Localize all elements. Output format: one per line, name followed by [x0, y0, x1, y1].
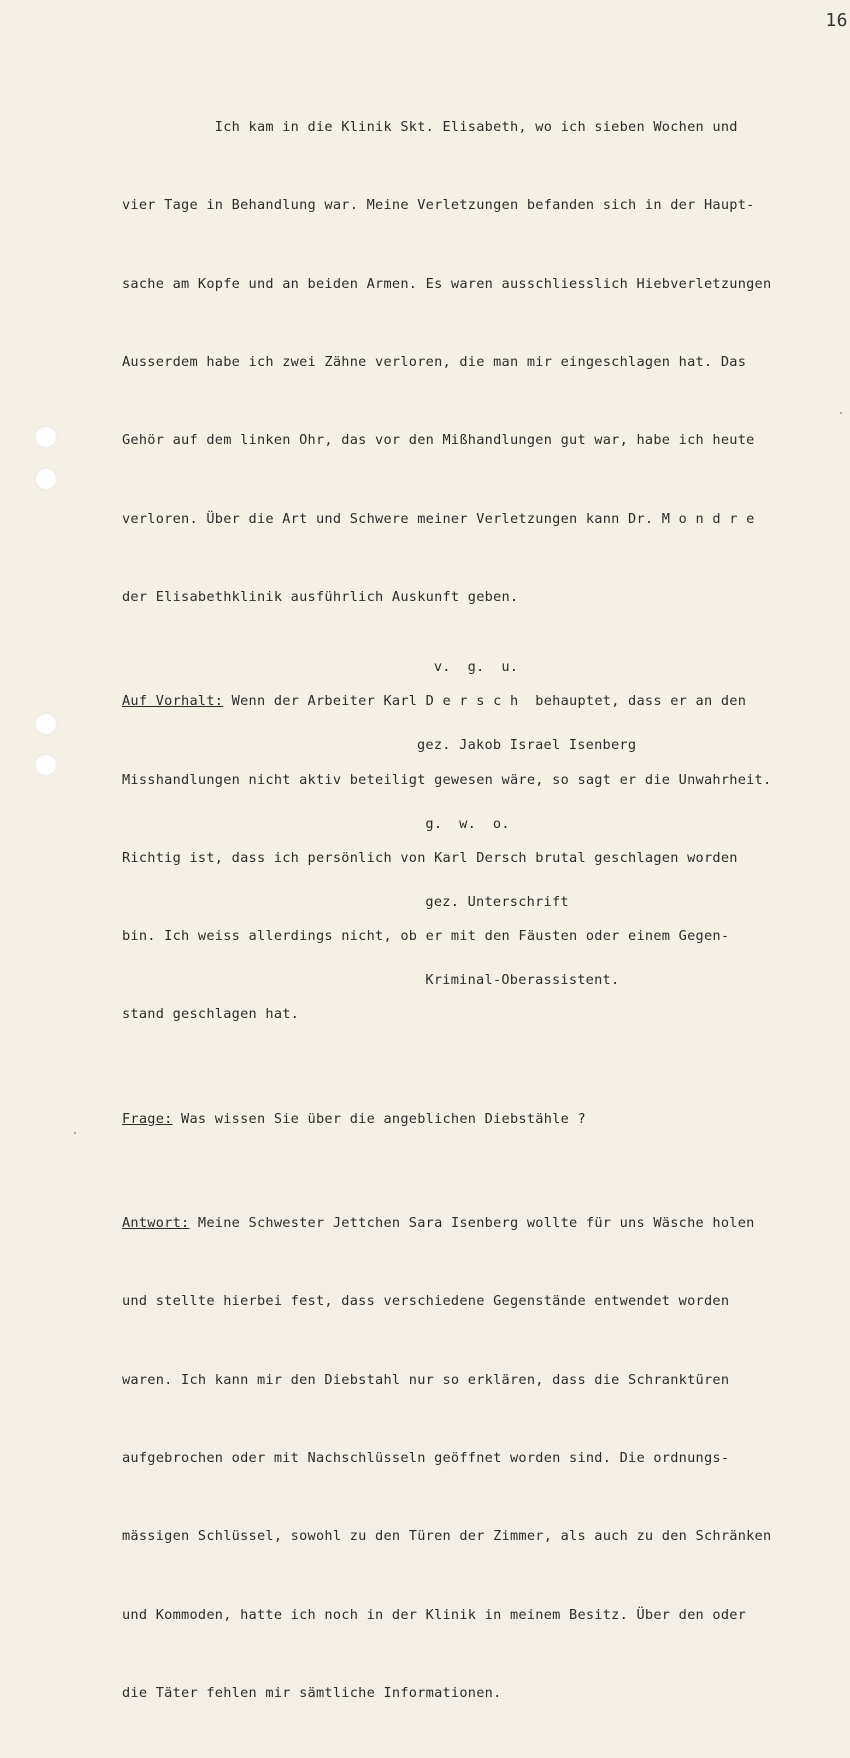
- signature-vgu: v. g. u.: [417, 659, 519, 676]
- text-line: aufgebrochen oder mit Nachschlüsseln geöffnet worden sind. Die ordnungs-: [122, 1449, 730, 1466]
- text-line: mässigen Schlüssel, sowohl zu den Türen der Zimmer, als auch zu den Schränken: [122, 1528, 772, 1545]
- frage-line: [122, 1106, 850, 1132]
- signature-title: Kriminal-Oberassistent.: [417, 972, 620, 989]
- text-line: verloren. Über die Art und Schwere meiner Verletzungen kann Dr. M o n d r e: [122, 510, 755, 527]
- punch-hole: [35, 468, 57, 490]
- text-line: der Elisabethklinik ausführlich Auskunft geben.: [122, 588, 519, 605]
- vorhalt-label: Auf Vorhalt:: [122, 693, 224, 710]
- text-line: Ich kam in die Klinik Skt. Elisabeth, wo ich sieben Wochen und: [122, 119, 738, 136]
- frage-label: Frage:: [122, 1110, 173, 1127]
- page-number: 16: [825, 10, 848, 31]
- paper-speck: [74, 1132, 76, 1134]
- punch-hole: [35, 754, 57, 776]
- signature-gwo: g. w. o.: [417, 815, 510, 832]
- text-line: stand geschlagen hat.: [122, 1006, 300, 1023]
- antwort-label: Antwort:: [122, 1215, 190, 1232]
- text-line: sache am Kopfe und an beiden Armen. Es waren ausschliesslich Hiebverletzungen: [122, 275, 772, 292]
- text-line: bin. Ich weiss allerdings nicht, ob er mit den Fäusten oder einem Gegen-: [122, 928, 730, 945]
- punch-hole: [35, 713, 57, 735]
- text-line: die Täter fehlen mir sämtliche Informationen.: [122, 1684, 502, 1701]
- text-line: waren. Ich kann mir den Diebstahl nur so erklären, dass die Schranktüren: [122, 1371, 730, 1388]
- frage-text: Was wissen Sie über die angeblichen Diebstähle ?: [172, 1110, 586, 1127]
- punch-hole: [35, 426, 57, 448]
- text-line: Gehör auf dem linken Ohr, das vor den Mißhandlungen gut war, habe ich heute: [122, 432, 755, 449]
- text-line: Ausserdem habe ich zwei Zähne verloren, die man mir eingeschlagen hat. Das: [122, 354, 747, 371]
- paper-speck: [840, 412, 842, 414]
- text-line: und Kommoden, hatte ich noch in der Klinik in meinem Besitz. Über den oder: [122, 1606, 747, 1623]
- vorhalt-text: Wenn der Arbeiter Karl D e r s c h behauptet, dass er an den: [223, 693, 747, 710]
- signature-gez-unterschrift: gez. Unterschrift: [417, 894, 569, 911]
- antwort-first-line: [122, 1210, 850, 1236]
- text-line: Richtig ist, dass ich persönlich von Karl Dersch brutal geschlagen worden: [122, 849, 738, 866]
- text-line: und stellte hierbei fest, dass verschiedene Gegenstände entwendet worden: [122, 1293, 730, 1310]
- antwort-text: Meine Schwester Jettchen Sara Isenberg wollte für uns Wäsche holen: [189, 1215, 755, 1232]
- signature-block: [417, 602, 636, 1046]
- text-line: vier Tage in Behandlung war. Meine Verletzungen befanden sich in der Haupt-: [122, 197, 755, 214]
- text-line: Misshandlungen nicht aktiv beteiligt gewesen wäre, so sagt er die Unwahrheit.: [122, 771, 772, 788]
- signature-gez-name: gez. Jakob Israel Isenberg: [417, 737, 637, 754]
